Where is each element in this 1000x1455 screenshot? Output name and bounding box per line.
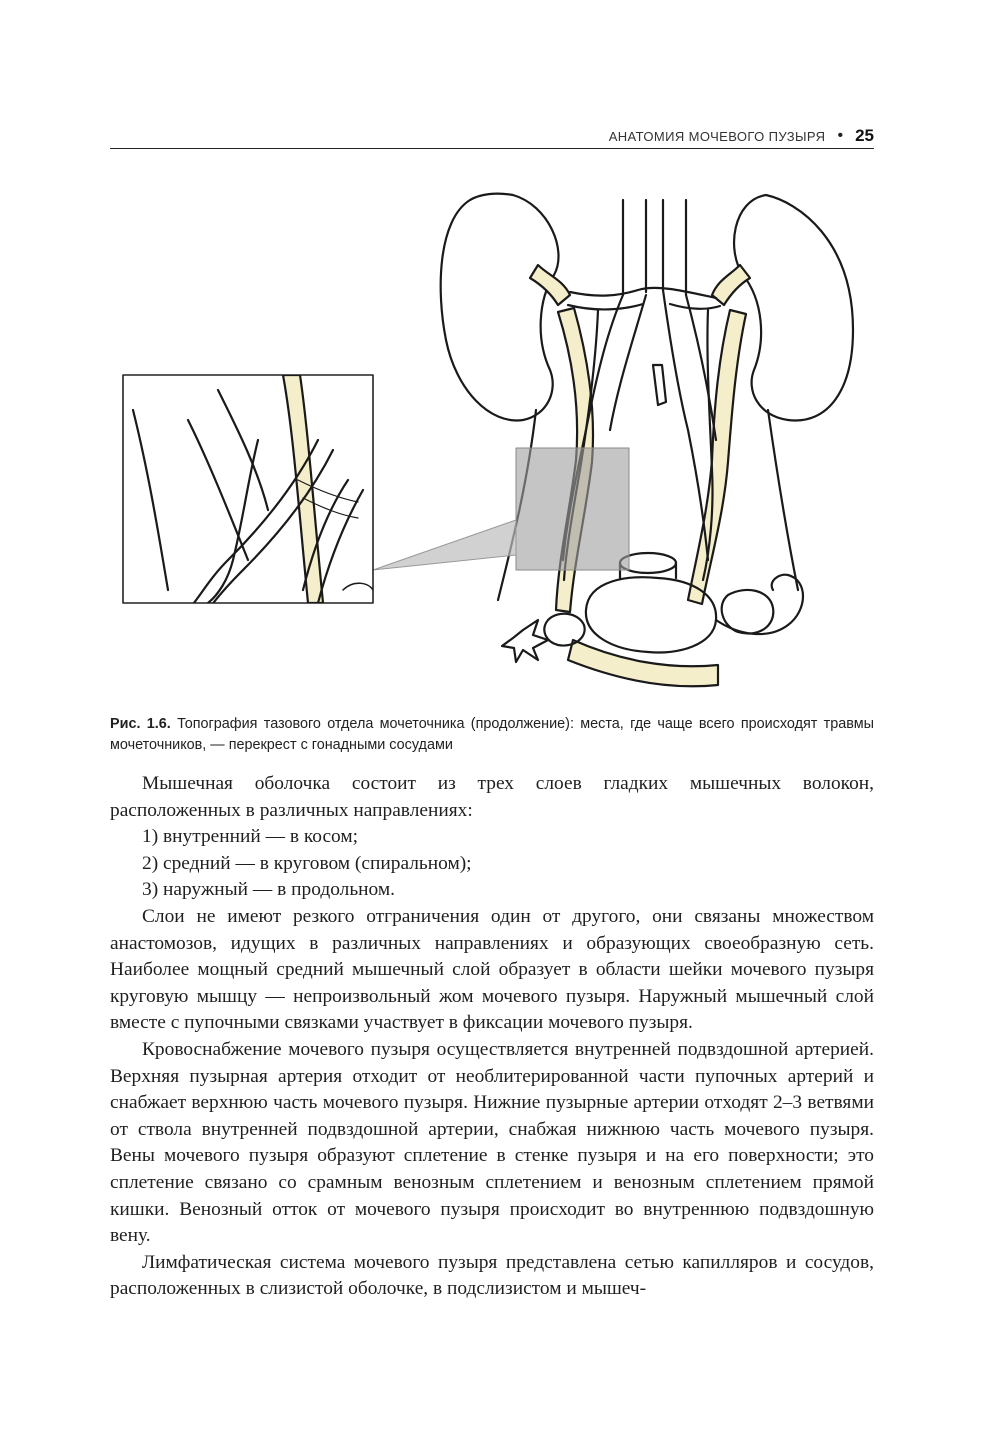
figure-label: Рис. 1.6. xyxy=(110,716,171,732)
figure xyxy=(118,180,868,690)
list-item-3: 3) наружный — в продольном. xyxy=(142,879,395,901)
round-ligament xyxy=(568,640,718,686)
running-head-title: АНАТОМИЯ МОЧЕВОГО ПУЗЫРЯ xyxy=(608,128,826,144)
left-renal-hilum xyxy=(530,265,570,305)
pelvic-ureter-anatomy-icon xyxy=(118,180,868,690)
paragraph-2: Слои не имеют резкого отграничения один от другого, они связаны множеством анастомозов, идущих в различных направлениях и образующих своеобразную сеть. Наиболее мощный средний мышечный слой образует в области шейки мочевого пузыря круговую мышцу — непроизвольный жом мочевого пузыря. Наружный мышечный слой вместе с пупочными связками участвует в фиксации мочевого пузыря. xyxy=(110,905,874,1034)
running-head xyxy=(110,124,874,149)
inset-connector xyxy=(373,520,516,570)
page-number: 25 xyxy=(855,126,874,145)
running-head-bullet: • xyxy=(837,127,844,144)
figure-caption-text: Топография тазового отдела мочеточника (продолжение): места, где чаще всего происходят травмы мочеточников, — перекрест с гонадными сосудами xyxy=(110,716,874,753)
right-kidney-shape xyxy=(734,195,853,420)
paragraph-3: Кровоснабжение мочевого пузыря осуществляется внутренней подвздошной артерией. Верхняя пузырная артерия отходит от необлитерированной части пупочных артерий и снабжает верхнюю часть мочевого пузыря. Нижние пузырные артерии отходят 2–3 ветвями от ствола внутренней подвздошной артерии, снабжая нижнюю часть мочевого пузыря. Вены мочевого пузыря образуют сплетение в стенке пузыря и на его поверхности; это сплетение связано со срамным венозным сплетением и венозным сплетением прямой кишки. Венозный отток от мочевого пузыря происходит во внутреннюю подвздошную вену. xyxy=(110,1038,874,1247)
highlight-region xyxy=(516,448,629,570)
left-kidney-shape xyxy=(441,194,559,421)
paragraph-4: Лимфатическая система мочевого пузыря представлена сетью капилляров и сосудов, расположенных в слизистой оболочке, в подслизистом и мышеч- xyxy=(110,1251,874,1300)
list-item-1: 1) внутренний — в косом; xyxy=(142,826,359,848)
list-item-2: 2) средний — в круговом (спиральном); xyxy=(142,852,472,874)
uterus xyxy=(586,577,716,652)
aorta xyxy=(623,200,686,295)
paragraph-1: Мышечная оболочка состоит из трех слоев гладких мышечных волокон, расположенных в различных направлениях: xyxy=(110,773,874,821)
right-renal-hilum xyxy=(712,265,750,305)
figure-caption xyxy=(110,714,874,756)
body-text xyxy=(110,771,874,1303)
left-fimbria xyxy=(502,620,548,662)
vessel-stub xyxy=(653,365,666,405)
left-ovary xyxy=(544,614,584,646)
right-ureter xyxy=(688,310,746,604)
